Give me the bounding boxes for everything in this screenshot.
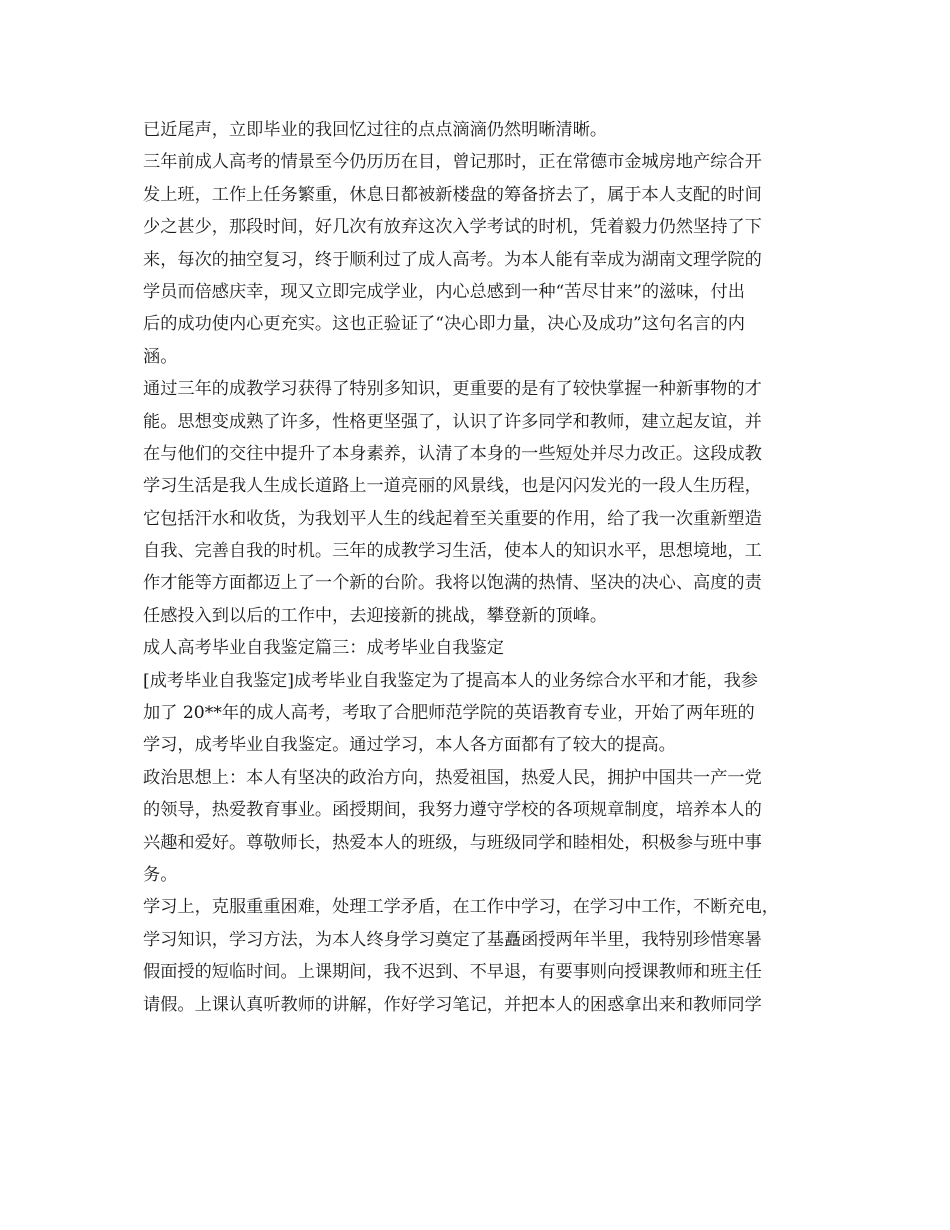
text-line: 学习知识，学习方法，为本人终身学习奠定了基矗函授两年半里，我特别珍惜寒暑 bbox=[143, 929, 762, 950]
text-line: 务。 bbox=[143, 864, 178, 885]
text-line: 作才能等方面都迈上了一个新的台阶。我将以饱满的热情、坚决的决心、高度的责 bbox=[143, 573, 762, 594]
text-line: 来，每次的抽空复习，终于顺利过了成人高考。为本人能有幸成为湖南文理学院的 bbox=[143, 249, 762, 270]
text-line: 它包括汗水和收货，为我划平人生的线起着至关重要的作用，给了我一次重新塑造 bbox=[143, 508, 762, 529]
text-line: 自我、完善自我的时机。三年的成教学习生活，使本人的知识水平，思想境地，工 bbox=[143, 541, 762, 562]
text-line: 在与他们的交往中提升了本身素养，认清了本身的一些短处并尽力改正。这段成教 bbox=[143, 443, 762, 464]
text-line: 学习上，克服重重困难，处理工学矛盾，在工作中学习，在学习中工作，不断充电， bbox=[143, 897, 779, 918]
text-line: 请假。上课认真听教师的讲解，作好学习笔记，并把本人的困惑拿出来和教师同学 bbox=[143, 994, 762, 1015]
text-line: 已近尾声，立即毕业的我回忆过往的点点滴滴仍然明晰清晰。 bbox=[143, 120, 608, 140]
document-body bbox=[143, 114, 823, 1021]
text-line: 兴趣和爱好。尊敬师长，热爱本人的班级，与班级同学和睦相处，积极参与班中事 bbox=[143, 832, 762, 853]
text-line: 少之甚少，那段时间，好几次有放弃这次入学考试的时机，凭着毅力仍然坚持了下 bbox=[143, 217, 762, 238]
text-line: 学员而倍感庆幸，现又立即完成学业，内心总感到一种“苦尽甘来”的滋味，付出 bbox=[143, 281, 745, 302]
text-line: 通过三年的成教学习获得了特别多知识，更重要的是有了较快掌握一种新事物的才 bbox=[143, 379, 762, 400]
text-line: 涵。 bbox=[143, 346, 178, 367]
text-line: 政治思想上：本人有坚决的政治方向，热爱祖国，热爱人民，拥护中国共一产一党 bbox=[143, 767, 762, 788]
text-line: 发上班，工作上任务繁重，休息日都被新楼盘的筹备挤去了，属于本人支配的时间 bbox=[143, 184, 762, 205]
text-line: 学习，成考毕业自我鉴定。通过学习，本人各方面都有了较大的提高。 bbox=[143, 735, 676, 756]
text-line: [成考毕业自我鉴定]成考毕业自我鉴定为了提高本人的业务综合水平和才能，我参 bbox=[143, 670, 758, 691]
text-line: 加了 20**年的成人高考，考取了合肥师范学院的英语教育专业，开始了两年班的 bbox=[143, 703, 755, 724]
text-line: 后的成功使内心更充实。这也正验证了“决心即力量，决心及成功”这句名言的内 bbox=[143, 314, 745, 335]
text-line: 学习生活是我人生成长道路上一道亮丽的风景线，也是闪闪发光的一段人生历程， bbox=[143, 476, 762, 497]
text-line: 假面授的短临时间。上课期间，我不迟到、不早退，有要事则向授课教师和班主任 bbox=[143, 962, 762, 983]
text-line: 的领导，热爱教育事业。函授期间，我努力遵守学校的各项规章制度，培养本人的 bbox=[143, 800, 762, 821]
text-line: 三年前成人高考的情景至今仍历历在目，曾记那时，正在常德市金城房地产综合开 bbox=[143, 152, 762, 173]
section-heading: 成人高考毕业自我鉴定篇三：成考毕业自我鉴定 bbox=[143, 638, 504, 659]
text-line: 能。思想变成熟了许多，性格更坚强了，认识了许多同学和教师，建立起友谊，并 bbox=[143, 411, 762, 432]
text-line: 任感投入到以后的工作中，去迎接新的挑战，攀登新的顶峰。 bbox=[143, 605, 608, 626]
